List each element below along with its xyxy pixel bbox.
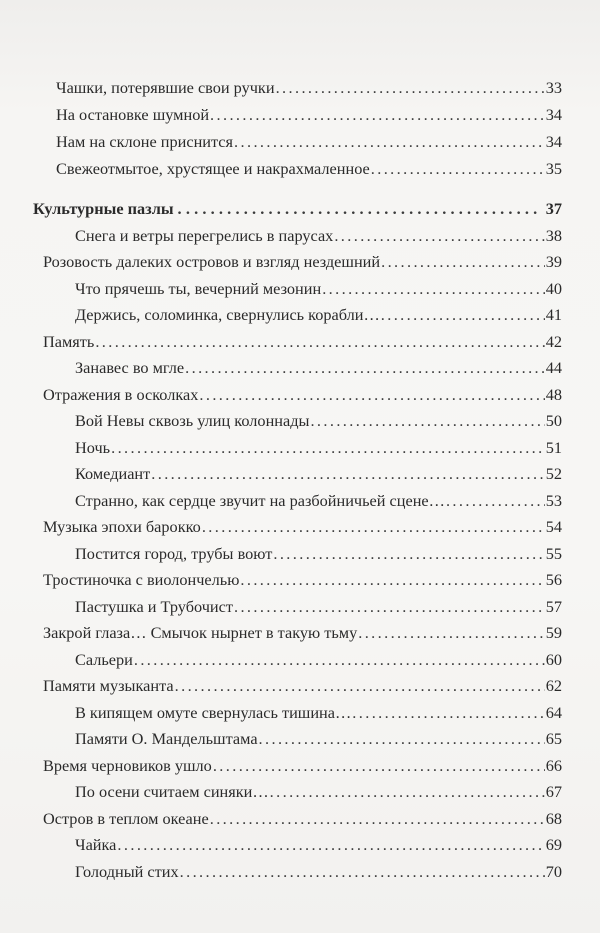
dot-leader: [213, 755, 545, 777]
toc-entry: [75, 834, 562, 856]
toc-entry-title: Свежеотмытое, хрустящее и накрахмаленное: [56, 159, 370, 178]
toc-entry-page-number: 70: [545, 862, 562, 881]
dot-leader: [381, 304, 545, 326]
toc-entry-page-number: 42: [545, 332, 562, 351]
dot-leader: [381, 251, 545, 273]
toc-entry: [75, 543, 562, 565]
toc-entry-page-number: 68: [545, 809, 562, 828]
toc-entry-title: Памяти О. Мандельштама: [75, 729, 258, 748]
toc-entry-title: Ночь: [75, 438, 111, 457]
toc-entry-page-number: 51: [545, 438, 562, 457]
toc-entry-page-number: 59: [545, 623, 562, 642]
dot-leader: [322, 278, 545, 300]
toc-entry-page-number: 38: [545, 226, 562, 245]
toc-entry-title: Комедиант: [75, 464, 151, 483]
dot-leader: [95, 331, 544, 353]
dot-leader: [178, 198, 542, 220]
toc-entry: [43, 384, 562, 406]
toc-entry-title: Время черновиков ушло: [43, 756, 212, 775]
dot-leader: [185, 357, 545, 379]
dot-leader: [210, 104, 545, 126]
toc-entry-title: По осени считаем синяки…: [75, 782, 269, 801]
toc-entry-title: Пастушка и Трубочист: [75, 597, 233, 616]
toc-entry-page-number: 34: [545, 132, 562, 151]
toc-entry-title: Нам на склоне приснится: [56, 132, 234, 151]
toc-entry: [43, 622, 562, 644]
toc-entry-page-number: 53: [545, 491, 562, 510]
toc-entry-page-number: 69: [545, 835, 562, 854]
toc-entry-page-number: 40: [545, 279, 562, 298]
toc-entry-page-number: 39: [545, 252, 562, 271]
toc-entry: [43, 331, 562, 353]
toc-entry: [75, 861, 562, 883]
toc-entry: [75, 357, 562, 379]
toc-entry-page-number: 33: [545, 78, 562, 97]
toc-entry: [56, 104, 562, 126]
toc-entry: [75, 596, 562, 618]
toc-entry-page-number: 37: [545, 199, 562, 218]
dot-leader: [175, 675, 545, 697]
toc-entry-title: Постится город, трубы воют: [75, 544, 273, 563]
dot-leader: [117, 834, 544, 856]
toc-entry-title: Тростиночка с виолончелью: [43, 570, 240, 589]
toc-entry: [43, 675, 562, 697]
toc-entry-title: Память: [43, 332, 95, 351]
toc-entry-page-number: 54: [545, 517, 562, 536]
dot-leader: [111, 437, 545, 459]
toc-entry-title: Музыка эпохи барокко: [43, 517, 201, 536]
toc-entry-title: В кипящем омуте свернулась тишина…: [75, 703, 352, 722]
toc-entry-title: Держись, соломинка, свернулись корабли…: [75, 305, 380, 324]
toc-entry: [43, 755, 562, 777]
toc-entry-title: Памяти музыканта: [43, 676, 174, 695]
dot-leader: [134, 649, 545, 671]
toc-entry: [75, 225, 562, 247]
toc-entry: [75, 490, 562, 512]
toc-entry: [43, 516, 562, 538]
toc-entry-title: Чайка: [75, 835, 117, 854]
dot-leader: [276, 77, 545, 99]
toc-entry-page-number: 65: [545, 729, 562, 748]
toc-entry: [75, 410, 562, 432]
toc-entry-page-number: 66: [545, 756, 562, 775]
dot-leader: [310, 410, 544, 432]
toc-entry-title: Странно, как сердце звучит на разбойничьей сцене…: [75, 491, 445, 510]
toc-entry-title: На остановке шумной: [56, 105, 210, 124]
toc-entry: [43, 251, 562, 273]
toc-entry-title: Снега и ветры перегрелись в парусах: [75, 226, 334, 245]
toc-entry-page-number: 48: [545, 385, 562, 404]
toc-entry-page-number: 64: [545, 703, 562, 722]
toc-entry-page-number: 67: [545, 782, 562, 801]
toc-entry-title: Голодный стих: [75, 862, 179, 881]
toc-entry: [75, 437, 562, 459]
toc-entry-title: Культурные пазлы: [33, 199, 174, 218]
toc-entry-page-number: 55: [545, 544, 562, 563]
toc-entry-title: Розовость далеких островов и взгляд нездешний: [43, 252, 381, 271]
dot-leader: [199, 384, 544, 406]
toc-section-heading: [33, 198, 562, 220]
dot-leader: [259, 728, 545, 750]
toc-entry-title: Что прячешь ты, вечерний мезонин: [75, 279, 322, 298]
dot-leader: [334, 225, 544, 247]
toc-entry: [56, 77, 562, 99]
toc-entry-page-number: 35: [545, 159, 562, 178]
dot-leader: [352, 702, 544, 724]
toc-entry: [56, 131, 562, 153]
toc-entry: [75, 781, 562, 803]
toc-entry: [75, 649, 562, 671]
toc-entry-title: Остров в теплом океане: [43, 809, 209, 828]
toc-entry-page-number: 60: [545, 650, 562, 669]
toc-entry-page-number: 52: [545, 464, 562, 483]
toc-entry: [75, 304, 562, 326]
toc-entry: [75, 463, 562, 485]
toc-entry-page-number: 41: [545, 305, 562, 324]
toc-entry-title: Занавес во мгле: [75, 358, 185, 377]
toc-entry-page-number: 34: [545, 105, 562, 124]
toc-entry-page-number: 57: [545, 597, 562, 616]
dot-leader: [240, 569, 544, 591]
toc-entry-page-number: 62: [545, 676, 562, 695]
dot-leader: [446, 490, 545, 512]
dot-leader: [180, 861, 545, 883]
dot-leader: [234, 131, 545, 153]
dot-leader: [210, 808, 545, 830]
dot-leader: [358, 622, 544, 644]
toc-entry-page-number: 56: [545, 570, 562, 589]
dot-leader: [234, 596, 545, 618]
dot-leader: [270, 781, 545, 803]
toc-entry-title: Вой Невы сквозь улиц колоннады: [75, 411, 310, 430]
toc-entry: [75, 702, 562, 724]
dot-leader: [151, 463, 544, 485]
toc-entry-title: Закрой глаза… Смычок нырнет в такую тьму: [43, 623, 358, 642]
toc-entry: [43, 569, 562, 591]
toc-entry-title: Чашки, потерявшие свои ручки: [56, 78, 275, 97]
toc-entry-title: Сальери: [75, 650, 133, 669]
toc-entry: [75, 728, 562, 750]
toc-entry-title: Отражения в осколках: [43, 385, 199, 404]
toc-entry: [56, 158, 562, 180]
dot-leader: [202, 516, 545, 538]
toc-entry: [43, 808, 562, 830]
toc-entry-page-number: 50: [545, 411, 562, 430]
dot-leader: [273, 543, 544, 565]
toc-entry-page-number: 44: [545, 358, 562, 377]
toc-entry: [75, 278, 562, 300]
dot-leader: [371, 158, 545, 180]
